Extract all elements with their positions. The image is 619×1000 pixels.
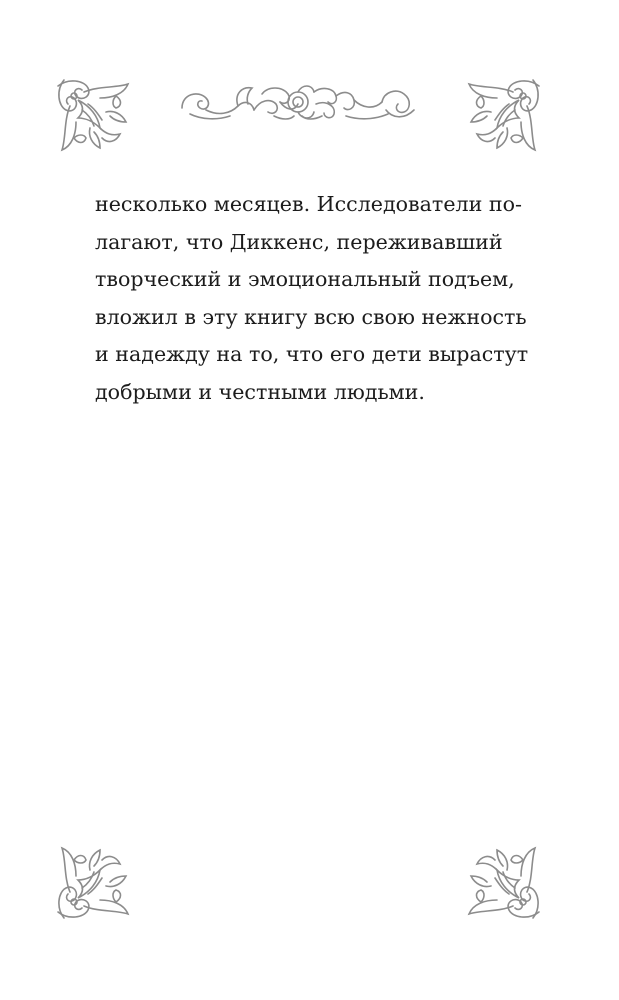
corner-ornament-top-right xyxy=(461,76,543,158)
corner-ornament-bottom-right xyxy=(461,840,543,922)
corner-ornament-bottom-left xyxy=(54,840,136,922)
text-line: добрыми и честными людьми. xyxy=(95,379,425,404)
text-line: творческий и эмоциональный подъем, xyxy=(95,267,515,292)
header-ornament-band xyxy=(178,80,418,124)
body-paragraph xyxy=(95,186,529,412)
corner-ornament-top-left xyxy=(54,76,136,158)
text-line: лагают, что Диккенс, переживавший xyxy=(95,229,503,254)
text-line: несколько месяцев. Исследователи по- xyxy=(95,192,522,216)
text-line: и надежду на то, что его дети вырастут xyxy=(95,342,529,367)
text-line: вложил в эту книгу всю свою нежность xyxy=(95,304,527,329)
